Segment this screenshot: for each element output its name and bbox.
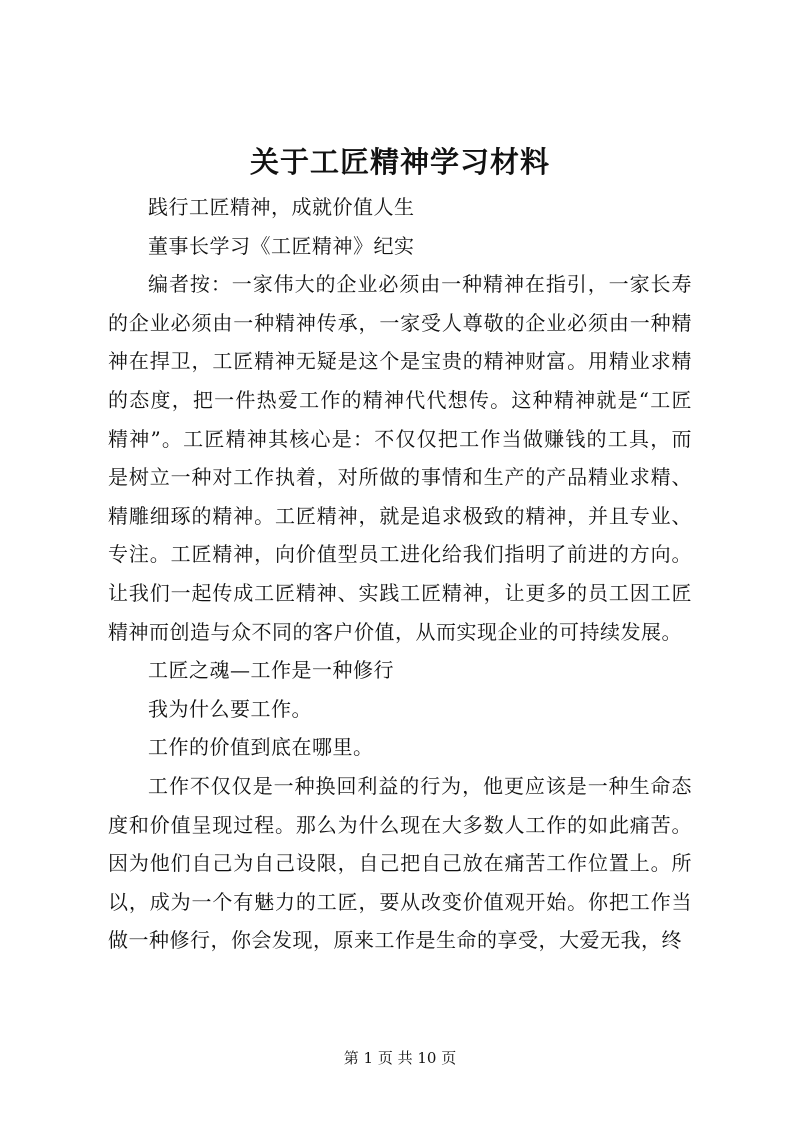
document-body [108, 188, 692, 960]
page-footer: 第 1 页 共 10 页 [343, 1049, 457, 1067]
paragraph-question-2: 工作的价值到底在哪里。 [148, 735, 374, 760]
paragraph-body: 工作不仅仅是一种换回利益的行为，他更应该是一种生命态度和价值呈现过程。那么为什么现在大多数人工作的如此痛苦。因为他们自己为自己设限，自己把自己放在痛苦工作位置上。所以，成为一个有魅力的工匠，要从改变价值观开始。你把工作当做一种修行，你会发现，原来工作是生命的享受，大爱无我，终 [108, 773, 692, 953]
paragraph-subtitle: 践行工匠精神，成就价值人生 [148, 195, 415, 219]
document-title: 关于工匠精神学习材料 [249, 145, 550, 179]
paragraph-question-1: 我为什么要工作。 [148, 696, 312, 721]
paragraph-editor-note: 编者按：一家伟大的企业必须由一种精神在指引，一家长寿的企业必须由一种精神传承，一家受人尊敬的企业必须由一种精神在捍卫，工匠精神无疑是这个是宝贵的精神财富。用精业求精的态度，把一件热爱工作的精神代代想传。这种精神就是“工匠精神”。工匠精神其核心是：不仅仅把工作当做赚钱的工具，而是树立一种对工作执着，对所做的事情和生产的产品精业求精、精雕细琢的精神。工匠精神，就是追求极致的精神，并且专业、专注。工匠精神，向价值型员工进化给我们指明了前进的方向。让我们一起传成工匠精神、实践工匠精神，让更多的员工因工匠精神而创造与众不同的客户价值，从而实现企业的可持续发展。 [108, 272, 692, 644]
paragraph-section-heading: 工匠之魂—工作是一种修行 [148, 658, 394, 683]
paragraph-subheading: 董事长学习《工匠精神》纪实 [148, 233, 415, 258]
